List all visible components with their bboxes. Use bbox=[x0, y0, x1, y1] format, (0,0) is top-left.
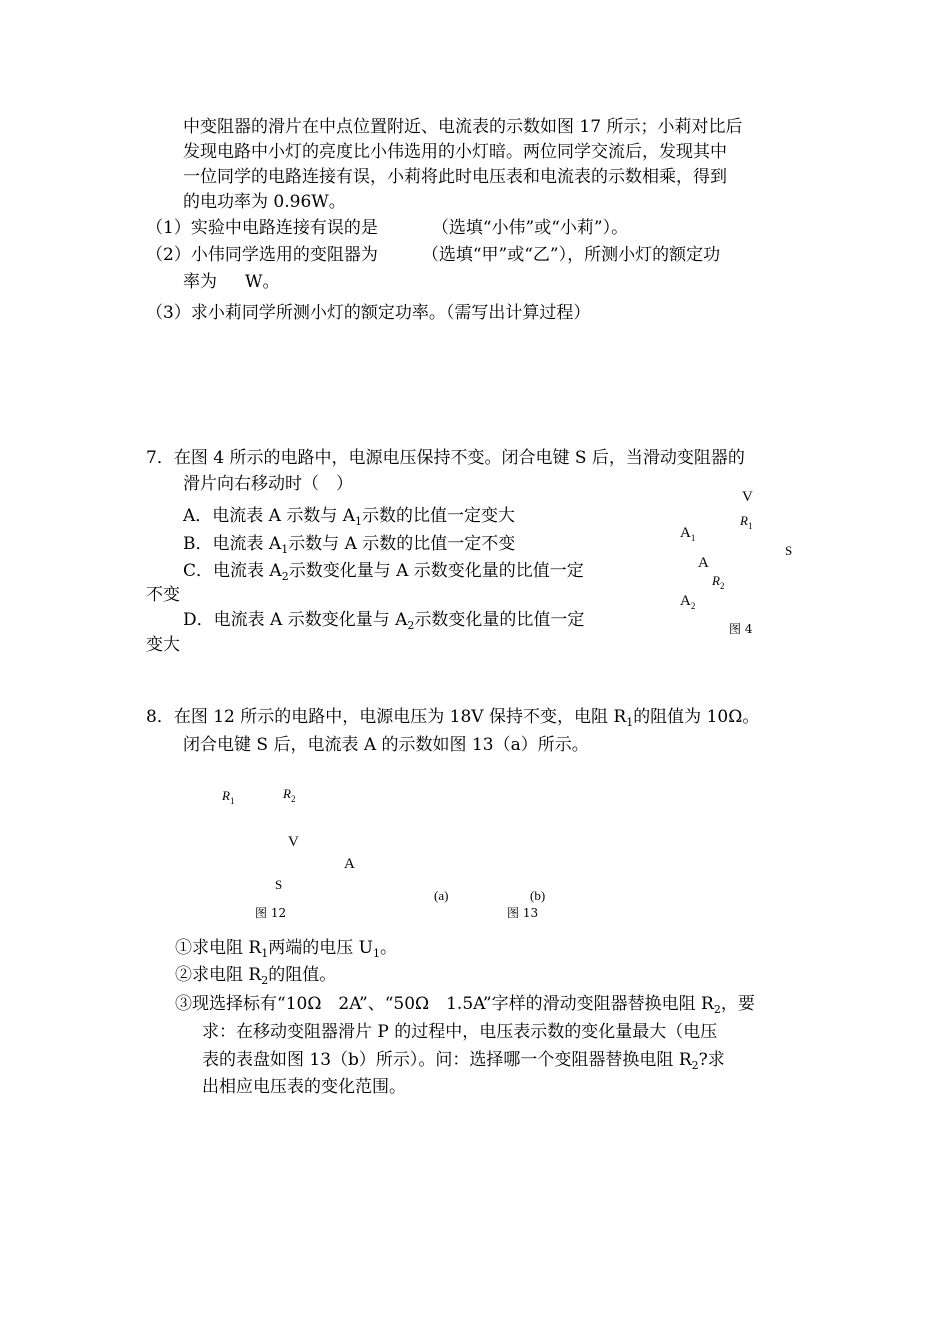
part-text: ，要 bbox=[720, 994, 755, 1014]
option-text: D．电流表 A 示数变化量与 A bbox=[183, 610, 408, 630]
voltmeter-label: V bbox=[288, 834, 299, 850]
stem-text: 的阻值为 10Ω。 bbox=[633, 707, 760, 727]
subscript: 1 bbox=[626, 716, 634, 729]
label-text: R bbox=[222, 788, 230, 803]
option-text: 示数变化量的比值一定 bbox=[414, 610, 585, 630]
r2-label bbox=[283, 785, 295, 803]
part-text: ?求 bbox=[698, 1050, 725, 1070]
subscript: 2 bbox=[281, 570, 289, 583]
q6-sub2-unit: W。 bbox=[245, 272, 280, 292]
q6-sub2-cont bbox=[183, 270, 279, 294]
q6-text-line: 发现电路中小灯的亮度比小伟选用的小灯暗。两位同学交流后，发现其中 bbox=[183, 142, 727, 162]
q7-option-b bbox=[183, 532, 515, 556]
ammeter-label: A bbox=[344, 856, 355, 872]
subscript: 1 bbox=[690, 533, 696, 543]
q8-stem-cont: 闭合电键 S 后，电流表 A 的示数如图 13（a）所示。 bbox=[183, 735, 589, 755]
q6-text-line: 中变阻器的滑片在中点位置附近、电流表的示数如图 17 所示；小莉对比后 bbox=[183, 117, 743, 137]
subfigure-b-label: (b) bbox=[530, 888, 546, 903]
stem-text: 8．在图 12 所示的电路中，电源电压为 18V 保持不变，电阻 R bbox=[146, 707, 627, 727]
subscript: 1 bbox=[281, 543, 289, 556]
subscript: 2 bbox=[719, 581, 725, 591]
subscript: 2 bbox=[691, 1059, 699, 1072]
subscript: 2 bbox=[713, 1003, 721, 1016]
label-text: R bbox=[712, 573, 720, 588]
switch-label: S bbox=[785, 543, 793, 558]
subscript: 2 bbox=[690, 601, 696, 611]
q6-sub3: （3）求小莉同学所测小灯的额定功率。（需写出计算过程） bbox=[146, 303, 591, 323]
figure-12-caption: 图 12 bbox=[255, 906, 287, 920]
q6-text-line: 一位同学的电路连接有误，小莉将此时电压表和电流表的示数相乘，得到 bbox=[183, 167, 727, 187]
q6-sub1 bbox=[146, 216, 628, 240]
part-text: ②求电阻 R bbox=[175, 965, 262, 985]
part-text: 。 bbox=[379, 938, 397, 958]
part-text: 表的表盘如图 13（b）所示）。问：选择哪一个变阻器替换电阻 R bbox=[202, 1050, 692, 1070]
q6-sub1-prompt: （1）实验中电路连接有误的是 bbox=[146, 218, 378, 238]
label-text: R bbox=[740, 513, 748, 528]
label-text: A bbox=[680, 525, 691, 541]
figure-caption: 图 4 bbox=[729, 622, 753, 636]
q6-sub2-prompt-cont: 率为 bbox=[183, 272, 217, 292]
q8-part-3 bbox=[175, 992, 755, 1016]
part-text: 两端的电压 U bbox=[268, 938, 373, 958]
option-text: 示数的比值一定变大 bbox=[362, 506, 516, 526]
label-text: A bbox=[680, 593, 691, 609]
q8-part-2 bbox=[175, 963, 336, 987]
option-text: 示数变化量与 A 示数变化量的比值一定 bbox=[288, 561, 584, 581]
ammeter-label: A bbox=[698, 555, 709, 571]
subfigure-a-label: (a) bbox=[434, 888, 449, 903]
a2-label bbox=[680, 592, 695, 610]
subscript: 1 bbox=[372, 947, 380, 960]
q7-stem: 7．在图 4 所示的电路中，电源电压保持不变。闭合电键 S 后，当滑动变阻器的 bbox=[146, 448, 745, 468]
q7-option-a bbox=[183, 504, 515, 528]
r2-label bbox=[712, 572, 724, 590]
option-text: C．电流表 A bbox=[183, 561, 282, 581]
figure-13-caption: 图 13 bbox=[507, 906, 539, 920]
q6-text-line: 的电功率为 0.96W。 bbox=[183, 192, 346, 212]
subscript: 2 bbox=[407, 619, 415, 632]
subscript: 2 bbox=[290, 794, 296, 804]
q8-part-3-cont: 出相应电压表的变化范围。 bbox=[202, 1077, 406, 1097]
q8-stem bbox=[146, 705, 759, 729]
voltmeter-label: V bbox=[742, 489, 753, 505]
option-text: B．电流表 A bbox=[183, 534, 282, 554]
q6-sub1-hint: （选填“小伟”或“小莉”）。 bbox=[431, 218, 629, 238]
q8-part-3-cont bbox=[202, 1048, 725, 1072]
r1-label bbox=[222, 787, 234, 805]
subscript: 2 bbox=[261, 974, 269, 987]
option-text: A．电流表 A 示数与 A bbox=[183, 506, 356, 526]
subscript: 1 bbox=[261, 947, 269, 960]
q6-sub2-prompt: （2）小伟同学选用的变阻器为 bbox=[146, 245, 378, 265]
part-text: ③现选择标有“10Ω 2A”、“50Ω 1.5A”字样的滑动变阻器替换电阻 R bbox=[175, 994, 714, 1014]
q8-part-1 bbox=[175, 936, 397, 960]
q7-stem-cont: 滑片向右移动时（ ） bbox=[183, 474, 353, 494]
option-text: 示数与 A 示数的比值一定不变 bbox=[288, 534, 516, 554]
r1-label bbox=[740, 512, 752, 530]
subscript: 1 bbox=[747, 521, 753, 531]
switch-label: S bbox=[275, 877, 283, 892]
q8-part-3-cont: 求：在移动变阻器滑片 P 的过程中，电压表示数的变化量最大（电压 bbox=[202, 1022, 718, 1042]
part-text: ①求电阻 R bbox=[175, 938, 262, 958]
q7-option-c-cont: 不变 bbox=[146, 585, 180, 605]
label-text: R bbox=[283, 786, 291, 801]
q6-sub2-hint: （选填“甲”或“乙”），所测小灯的额定功 bbox=[421, 245, 721, 265]
q7-option-c bbox=[183, 559, 584, 583]
subscript: 1 bbox=[355, 515, 363, 528]
part-text: 的阻值。 bbox=[268, 965, 337, 985]
q7-option-d-cont: 变大 bbox=[146, 635, 180, 655]
subscript: 1 bbox=[229, 796, 235, 806]
q7-option-d bbox=[183, 608, 584, 632]
a1-label bbox=[680, 524, 695, 542]
q6-sub2 bbox=[146, 243, 720, 267]
